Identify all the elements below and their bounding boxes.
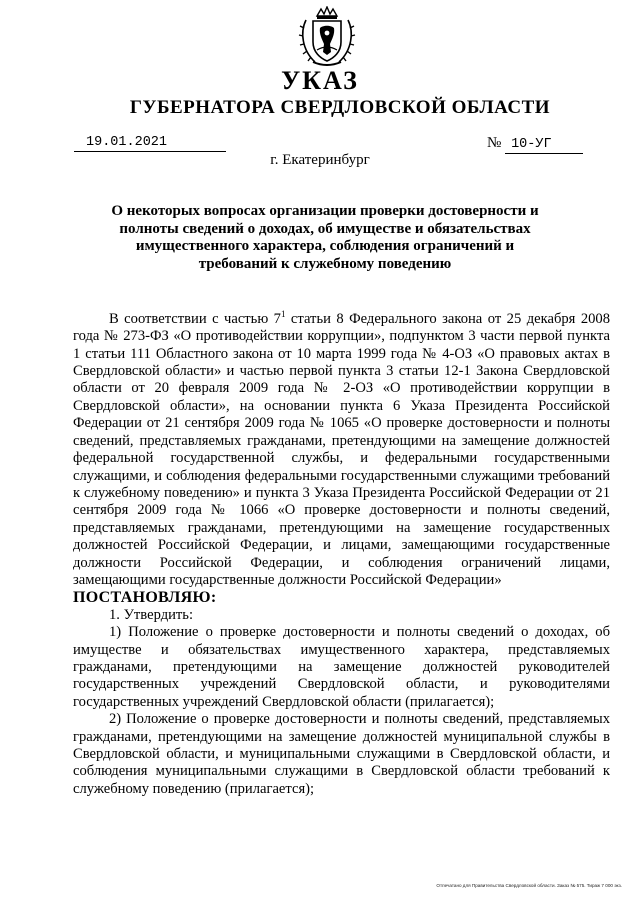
item-1-1: 1) Положение о проверке достоверности и полноты сведений о доходах, об имуществе и обязательствах имущественного характера, представляемых гражданами, претендующими на замещение должностей руководителей государственных учреждений Свердловской области, и руководителями государственных учреждений Свердловской области (прилагается);	[73, 624, 610, 710]
preamble-paragraph	[73, 306, 610, 589]
decree-word: ПОСТАНОВЛЯЮ:	[73, 589, 217, 607]
preamble-text-part1: В соответствии с частью 7	[109, 310, 281, 327]
document-body	[73, 306, 610, 798]
document-city: г. Екатеринбург	[270, 152, 370, 168]
document-title: УКАЗ	[281, 66, 359, 95]
document-heading: О некоторых вопросах организации проверки достоверности и полноты сведений о доходах, об имуществе и обязательствах имущественного характера, соблюдения ограничений и требований к служебному поведению	[111, 203, 539, 272]
document-number: 10-УГ	[505, 137, 583, 154]
preamble-superscript: 1	[280, 309, 286, 319]
print-footer-note: Отпечатано для Правительства Свердловской области. Заказ № 575. Тираж 7 000 экз.	[436, 883, 622, 888]
number-prefix: №	[487, 135, 502, 151]
document-date: 19.01.2021	[74, 135, 226, 152]
coat-of-arms-emblem	[297, 6, 357, 68]
item-1-2: 2) Положение о проверке достоверности и полноты сведений, представляемых гражданами, претендующими на замещение должностей муниципальной службы в Свердловской области, и муниципальными служащими в Свердловской области, и соблюдения муниципальными служащими в Свердловской области требований к служебному поведению (прилагается);	[73, 711, 610, 797]
document-subtitle: ГУБЕРНАТОРА СВЕРДЛОВСКОЙ ОБЛАСТИ	[129, 97, 551, 118]
preamble-text-part2: статьи 8 Федерального закона от 25 декабря 2008 года № 273-ФЗ «О противодействии коррупции», подпунктом 3 части первой пункта 1 статьи 111 Областного закона от 10 марта 1999 года № 4-ОЗ «О правовых актах в Свердловской области» и частью первой пункта 3 статьи 12-1 Закона Свердловской области от 20 февраля 2009 года № 2-ОЗ «О противодействии коррупции в Свердловской области», на основании пункта 6 Указа Президента Российской Федерации от 21 сентября 2009 года № 1065 «О проверке достоверности и полноты сведений, представляемых гражданами, претендующими на замещение должностей федеральной государственной службы, и федеральными государственными служащими, и соблюдения федеральными государственными служащими требований к служебному поведению» и пункта 3 Указа Президента Российской Федерации от 21 сентября 2009 года № 1066 «О проверке достоверности и полноты сведений, представляемых гражданами, претендующими на замещение государственных должностей Российской Федерации, и лицами, замещающими государственные должности Российской Федерации, и соблюдения ограничений лицами, замещающими государственные должности Российской Федерации»	[73, 310, 611, 588]
item-1: 1. Утвердить:	[109, 606, 194, 623]
